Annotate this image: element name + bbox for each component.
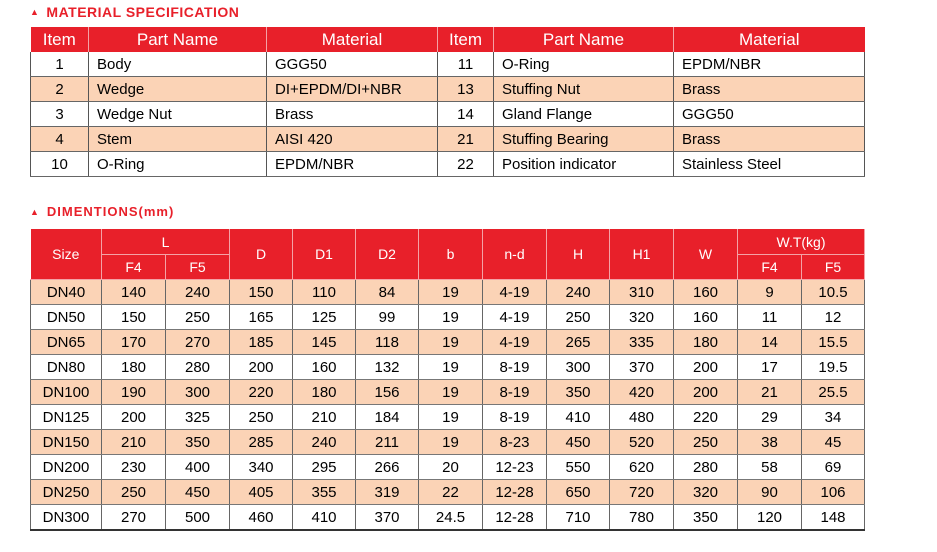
header-w: W — [674, 229, 738, 280]
dimension-row — [31, 405, 865, 430]
cell-wt-f4: 9 — [738, 280, 802, 305]
cell-d1: 355 — [293, 480, 356, 505]
header-b: b — [419, 229, 483, 280]
cell-wt-f4: 90 — [738, 480, 802, 505]
cell-w: 200 — [674, 355, 738, 380]
header-part-name: Part Name — [89, 27, 267, 52]
dimension-row — [31, 430, 865, 455]
header-d2: D2 — [356, 229, 419, 280]
header-size: Size — [31, 229, 102, 280]
cell-h1: 420 — [610, 380, 674, 405]
cell-material-2: Stainless Steel — [674, 152, 865, 177]
cell-b: 20 — [419, 455, 483, 480]
material-header-row — [31, 27, 865, 52]
cell-l-f5: 270 — [166, 330, 230, 355]
cell-d: 285 — [230, 430, 293, 455]
material-specification-table — [30, 27, 865, 177]
cell-n-d: 8-19 — [483, 380, 547, 405]
cell-part-name: Wedge — [89, 77, 267, 102]
cell-h1: 720 — [610, 480, 674, 505]
cell-n-d: 4-19 — [483, 280, 547, 305]
cell-item-2: 13 — [438, 77, 494, 102]
cell-part-name-2: Stuffing Bearing — [494, 127, 674, 152]
cell-w: 180 — [674, 330, 738, 355]
cell-wt-f4: 21 — [738, 380, 802, 405]
cell-item: 2 — [31, 77, 89, 102]
cell-wt-f5: 15.5 — [802, 330, 865, 355]
cell-l-f4: 250 — [102, 480, 166, 505]
dimension-row — [31, 455, 865, 480]
cell-b: 22 — [419, 480, 483, 505]
header-n-d: n-d — [483, 229, 547, 280]
cell-wt-f5: 34 — [802, 405, 865, 430]
header-h: H — [547, 229, 610, 280]
material-section-title — [30, 4, 239, 20]
header-l-f5: F5 — [166, 255, 230, 280]
cell-d: 165 — [230, 305, 293, 330]
cell-size: DN200 — [31, 455, 102, 480]
cell-w: 220 — [674, 405, 738, 430]
cell-d2: 118 — [356, 330, 419, 355]
cell-l-f4: 270 — [102, 505, 166, 531]
dimension-row — [31, 355, 865, 380]
cell-d1: 110 — [293, 280, 356, 305]
cell-w: 200 — [674, 380, 738, 405]
cell-part-name-2: Gland Flange — [494, 102, 674, 127]
cell-w: 250 — [674, 430, 738, 455]
cell-l-f5: 250 — [166, 305, 230, 330]
cell-material: DI+EPDM/DI+NBR — [267, 77, 438, 102]
dimensions-title-text: DIMENTIONS(mm) — [46, 204, 175, 219]
dimensions-header-row-1 — [31, 229, 865, 255]
cell-wt-f4: 29 — [738, 405, 802, 430]
cell-d2: 184 — [356, 405, 419, 430]
cell-part-name: Stem — [89, 127, 267, 152]
cell-d2: 319 — [356, 480, 419, 505]
cell-size: DN250 — [31, 480, 102, 505]
header-h1: H1 — [610, 229, 674, 280]
cell-size: DN125 — [31, 405, 102, 430]
cell-wt-f5: 69 — [802, 455, 865, 480]
cell-item: 10 — [31, 152, 89, 177]
cell-n-d: 8-19 — [483, 355, 547, 380]
cell-b: 19 — [419, 405, 483, 430]
cell-wt-f5: 10.5 — [802, 280, 865, 305]
cell-size: DN50 — [31, 305, 102, 330]
cell-d: 150 — [230, 280, 293, 305]
cell-d: 405 — [230, 480, 293, 505]
cell-material: Brass — [267, 102, 438, 127]
cell-n-d: 4-19 — [483, 330, 547, 355]
cell-l-f5: 300 — [166, 380, 230, 405]
cell-h: 410 — [547, 405, 610, 430]
cell-item: 4 — [31, 127, 89, 152]
cell-h1: 310 — [610, 280, 674, 305]
cell-l-f5: 450 — [166, 480, 230, 505]
cell-d2: 156 — [356, 380, 419, 405]
cell-b: 19 — [419, 305, 483, 330]
cell-size: DN65 — [31, 330, 102, 355]
triangle-up-icon: ▲ — [30, 7, 40, 17]
cell-d1: 180 — [293, 380, 356, 405]
cell-w: 350 — [674, 505, 738, 531]
dimension-row — [31, 280, 865, 305]
cell-material-2: EPDM/NBR — [674, 52, 865, 77]
material-row — [31, 102, 865, 127]
material-row — [31, 152, 865, 177]
cell-size: DN40 — [31, 280, 102, 305]
cell-wt-f5: 45 — [802, 430, 865, 455]
cell-d2: 266 — [356, 455, 419, 480]
cell-h1: 320 — [610, 305, 674, 330]
header-item-2: Item — [438, 27, 494, 52]
triangle-up-icon: ▲ — [30, 206, 40, 217]
header-wt-f4: F4 — [738, 255, 802, 280]
cell-d1: 240 — [293, 430, 356, 455]
cell-part-name-2: O-Ring — [494, 52, 674, 77]
cell-d1: 295 — [293, 455, 356, 480]
cell-wt-f4: 120 — [738, 505, 802, 531]
cell-d1: 145 — [293, 330, 356, 355]
cell-item-2: 11 — [438, 52, 494, 77]
cell-b: 19 — [419, 355, 483, 380]
cell-h: 710 — [547, 505, 610, 531]
cell-b: 19 — [419, 280, 483, 305]
cell-w: 320 — [674, 480, 738, 505]
cell-w: 280 — [674, 455, 738, 480]
cell-material-2: GGG50 — [674, 102, 865, 127]
cell-l-f5: 325 — [166, 405, 230, 430]
cell-material: GGG50 — [267, 52, 438, 77]
cell-n-d: 4-19 — [483, 305, 547, 330]
cell-n-d: 12-28 — [483, 480, 547, 505]
cell-l-f5: 350 — [166, 430, 230, 455]
cell-b: 19 — [419, 330, 483, 355]
cell-l-f4: 200 — [102, 405, 166, 430]
cell-l-f4: 230 — [102, 455, 166, 480]
cell-size: DN80 — [31, 355, 102, 380]
dimension-row — [31, 305, 865, 330]
cell-size: DN100 — [31, 380, 102, 405]
cell-material-2: Brass — [674, 127, 865, 152]
cell-h1: 620 — [610, 455, 674, 480]
cell-h1: 780 — [610, 505, 674, 531]
cell-h: 650 — [547, 480, 610, 505]
header-l-f4: F4 — [102, 255, 166, 280]
cell-l-f5: 280 — [166, 355, 230, 380]
cell-d1: 160 — [293, 355, 356, 380]
cell-d: 340 — [230, 455, 293, 480]
material-title-text: MATERIAL SPECIFICATION — [46, 4, 240, 20]
cell-d: 250 — [230, 405, 293, 430]
cell-w: 160 — [674, 305, 738, 330]
cell-wt-f5: 19.5 — [802, 355, 865, 380]
cell-material: AISI 420 — [267, 127, 438, 152]
cell-item-2: 14 — [438, 102, 494, 127]
cell-l-f4: 170 — [102, 330, 166, 355]
cell-d2: 370 — [356, 505, 419, 531]
cell-d: 220 — [230, 380, 293, 405]
cell-h: 265 — [547, 330, 610, 355]
dimensions-section-title — [30, 204, 174, 219]
cell-wt-f4: 11 — [738, 305, 802, 330]
cell-wt-f4: 38 — [738, 430, 802, 455]
cell-h1: 370 — [610, 355, 674, 380]
cell-wt-f5: 25.5 — [802, 380, 865, 405]
dimension-row — [31, 505, 865, 531]
material-row — [31, 52, 865, 77]
cell-wt-f5: 12 — [802, 305, 865, 330]
cell-part-name-2: Stuffing Nut — [494, 77, 674, 102]
cell-d2: 84 — [356, 280, 419, 305]
cell-wt-f4: 14 — [738, 330, 802, 355]
cell-wt-f5: 148 — [802, 505, 865, 531]
cell-l-f4: 140 — [102, 280, 166, 305]
cell-item: 3 — [31, 102, 89, 127]
cell-n-d: 12-28 — [483, 505, 547, 531]
cell-l-f4: 190 — [102, 380, 166, 405]
cell-d2: 211 — [356, 430, 419, 455]
dimensions-table — [30, 229, 865, 531]
header-wt-f5: F5 — [802, 255, 865, 280]
cell-d2: 132 — [356, 355, 419, 380]
header-d: D — [230, 229, 293, 280]
cell-h1: 480 — [610, 405, 674, 430]
cell-material: EPDM/NBR — [267, 152, 438, 177]
cell-l-f4: 150 — [102, 305, 166, 330]
cell-b: 24.5 — [419, 505, 483, 531]
header-item: Item — [31, 27, 89, 52]
cell-item-2: 21 — [438, 127, 494, 152]
cell-d2: 99 — [356, 305, 419, 330]
cell-h: 550 — [547, 455, 610, 480]
cell-h: 240 — [547, 280, 610, 305]
header-part-name-2: Part Name — [494, 27, 674, 52]
cell-d1: 210 — [293, 405, 356, 430]
cell-part-name: Wedge Nut — [89, 102, 267, 127]
cell-h: 250 — [547, 305, 610, 330]
cell-b: 19 — [419, 430, 483, 455]
cell-h: 350 — [547, 380, 610, 405]
cell-h: 300 — [547, 355, 610, 380]
header-material: Material — [267, 27, 438, 52]
cell-size: DN300 — [31, 505, 102, 531]
cell-d: 200 — [230, 355, 293, 380]
cell-n-d: 8-19 — [483, 405, 547, 430]
cell-wt-f4: 17 — [738, 355, 802, 380]
dimension-row — [31, 480, 865, 505]
cell-h: 450 — [547, 430, 610, 455]
cell-d1: 125 — [293, 305, 356, 330]
cell-n-d: 12-23 — [483, 455, 547, 480]
header-l: L — [102, 229, 230, 255]
cell-n-d: 8-23 — [483, 430, 547, 455]
cell-item-2: 22 — [438, 152, 494, 177]
dimension-row — [31, 330, 865, 355]
cell-item: 1 — [31, 52, 89, 77]
cell-material-2: Brass — [674, 77, 865, 102]
cell-h1: 335 — [610, 330, 674, 355]
cell-part-name-2: Position indicator — [494, 152, 674, 177]
cell-d1: 410 — [293, 505, 356, 531]
cell-b: 19 — [419, 380, 483, 405]
dimension-row — [31, 380, 865, 405]
cell-l-f5: 400 — [166, 455, 230, 480]
cell-l-f4: 210 — [102, 430, 166, 455]
cell-l-f5: 500 — [166, 505, 230, 531]
header-d1: D1 — [293, 229, 356, 280]
cell-w: 160 — [674, 280, 738, 305]
cell-wt-f4: 58 — [738, 455, 802, 480]
cell-size: DN150 — [31, 430, 102, 455]
header-wt: W.T(kg) — [738, 229, 865, 255]
cell-l-f5: 240 — [166, 280, 230, 305]
cell-h1: 520 — [610, 430, 674, 455]
cell-d: 185 — [230, 330, 293, 355]
cell-part-name: Body — [89, 52, 267, 77]
header-material-2: Material — [674, 27, 865, 52]
material-row — [31, 127, 865, 152]
cell-l-f4: 180 — [102, 355, 166, 380]
cell-wt-f5: 106 — [802, 480, 865, 505]
cell-part-name: O-Ring — [89, 152, 267, 177]
cell-d: 460 — [230, 505, 293, 531]
material-row — [31, 77, 865, 102]
